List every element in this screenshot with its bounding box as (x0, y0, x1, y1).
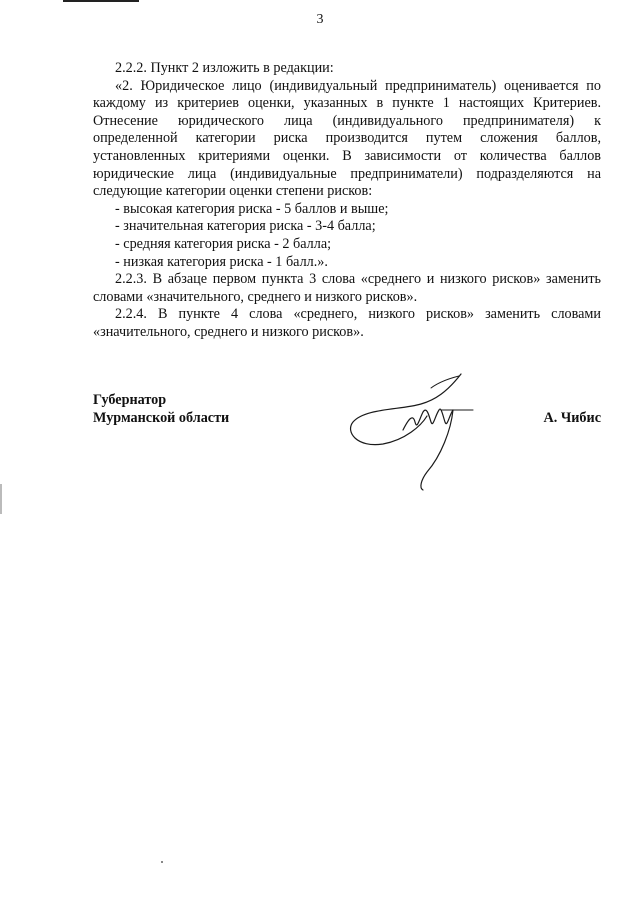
signer-title-line-1: Губернатор (93, 392, 167, 408)
scan-dot (161, 861, 163, 863)
signer-title (93, 392, 229, 427)
page-number: 3 (316, 12, 324, 27)
paragraph-2-2-2: 2.2.2. Пункт 2 изложить в редакции: (115, 60, 334, 76)
paragraph-2-2-4: 2.2.4. В пункте 4 слова «среднего, низкого рисков» заменить словами «значительного, среднего и низкого рисков». (93, 306, 601, 340)
paragraph-quoted-point-2: «2. Юридическое лицо (индивидуальный предприниматель) оценивается по каждому из критериев оценки, указанных в пункте 1 настоящих Критериев. Отнесение юридического лица (индивидуального предпринимателя) к определенной категории риска производится путем сложения баллов, установленных критериями оценки. В зависимости от количества баллов юридические лица (индивидуальные предприниматели) подразделяются на следующие категории оценки степени рисков: (93, 77, 601, 200)
signature-block (93, 392, 601, 492)
list-item-high-risk: - высокая категория риска - 5 баллов и выше; (115, 200, 389, 217)
signer-name: А. Чибис (543, 410, 601, 426)
scan-edge-mark (0, 484, 2, 514)
paragraph-2-2-3: 2.2.3. В абзаце первом пункта 3 слова «среднего и низкого рисков» заменить словами «значительного, среднего и низкого рисков». (93, 271, 601, 305)
list-item-low-risk: - низкая категория риска - 1 балл.». (115, 253, 328, 270)
handwritten-signature (343, 370, 503, 494)
list-item-significant-risk: - значительная категория риска - 3-4 балла; (115, 218, 376, 235)
list-item-medium-risk: - средняя категория риска - 2 балла; (115, 235, 332, 252)
document-body (93, 60, 601, 342)
scan-top-mark (63, 0, 139, 2)
signer-title-line-2: Мурманской области (93, 409, 230, 426)
